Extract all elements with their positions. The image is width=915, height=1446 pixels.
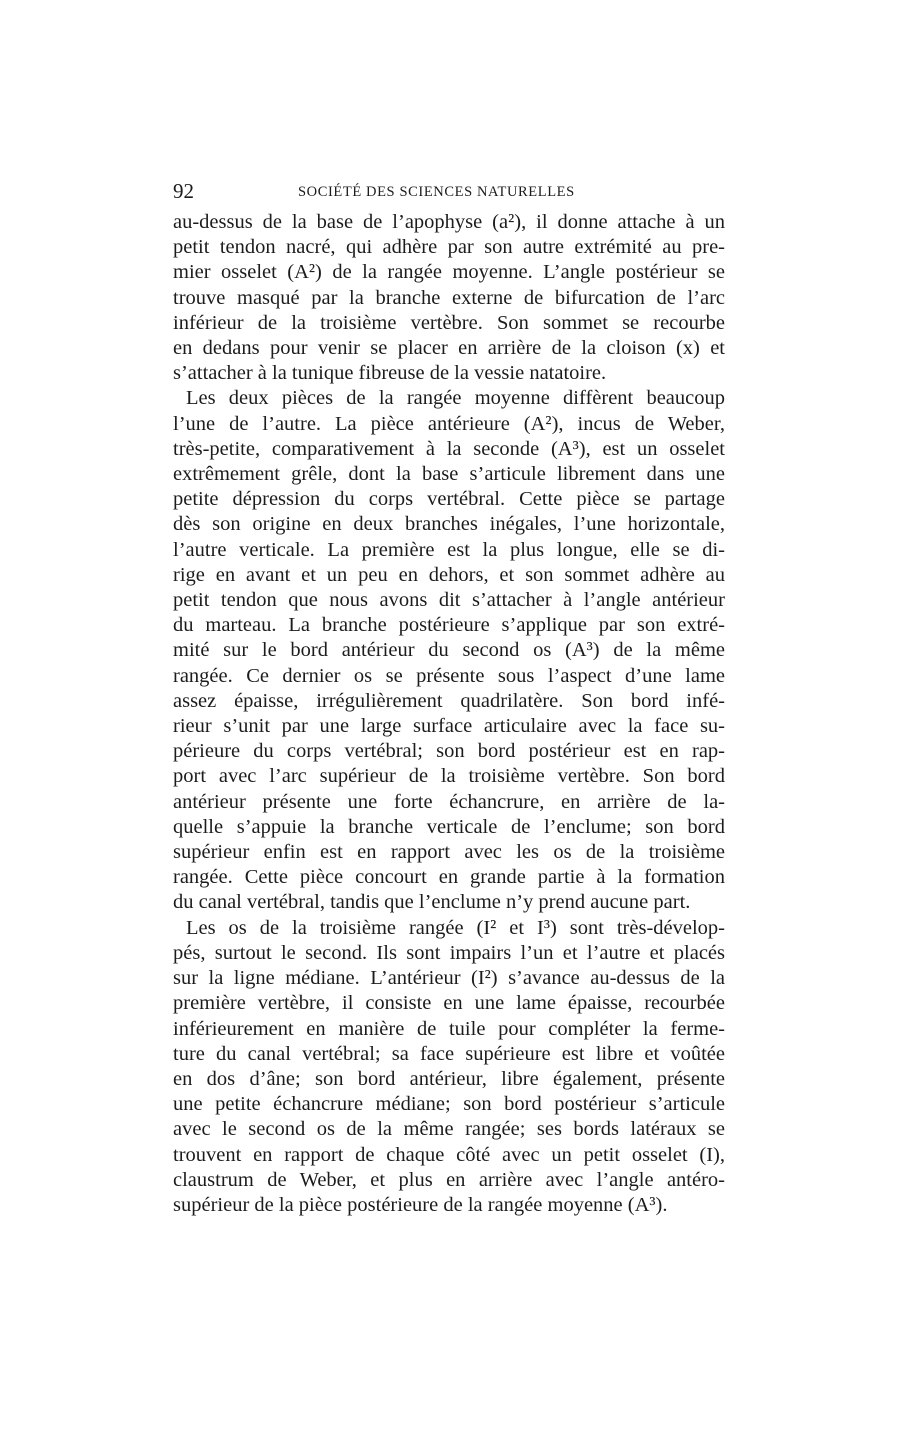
text-line: ture du canal vertébral; sa face supérieure est libre et voûtée xyxy=(173,1042,725,1065)
text-line: Les deux pièces de la rangée moyenne diffèrent beaucoup xyxy=(186,387,725,410)
page-number: 92 xyxy=(173,179,194,203)
text-line: rieur s’unit par une large surface articulaire avec la face su- xyxy=(173,715,725,738)
text-line: petite dépression du corps vertébral. Cette pièce se partage xyxy=(173,488,725,511)
text-line: rige en avant et un peu en dehors, et son sommet adhère au xyxy=(173,563,725,586)
paragraph-1 xyxy=(173,210,725,386)
text-line: port avec l’arc supérieur de la troisième vertèbre. Son bord xyxy=(173,765,725,788)
text-line: supérieur enfin est en rapport avec les os de la troisième xyxy=(173,841,725,864)
paragraph-3 xyxy=(173,916,725,1218)
text-line: claustrum de Weber, et plus en arrière avec l’angle antéro- xyxy=(173,1168,725,1191)
text-line: l’autre verticale. La première est la plus longue, elle se di- xyxy=(173,538,725,561)
text-line: assez épaisse, irrégulièrement quadrilatère. Son bord infé- xyxy=(173,689,725,712)
text-line: petit tendon que nous avons dit s’attacher à l’angle antérieur xyxy=(173,589,725,612)
page-header xyxy=(173,178,725,204)
text-line: inférieur de la troisième vertèbre. Son sommet se recourbe xyxy=(173,311,725,334)
text-line: trouvent en rapport de chaque côté avec un petit osselet (I), xyxy=(173,1143,725,1166)
text-line: antérieur présente une forte échancrure, en arrière de la- xyxy=(173,790,725,813)
text-line: rangée. Ce dernier os se présente sous l’aspect d’une lame xyxy=(173,664,725,687)
text-line: en dos d’âne; son bord antérieur, libre également, présente xyxy=(173,1067,725,1090)
text-line: mité sur le bord antérieur du second os (A³) de la même xyxy=(173,639,725,662)
body-text xyxy=(173,210,725,1218)
text-line: du marteau. La branche postérieure s’applique par son extré- xyxy=(173,614,725,637)
text-line: une petite échancrure médiane; son bord postérieur s’articule xyxy=(173,1093,725,1116)
paragraph-2 xyxy=(173,386,725,915)
text-line: sur la ligne médiane. L’antérieur (I²) s’avance au-dessus de la xyxy=(173,967,725,990)
text-line: inférieurement en manière de tuile pour compléter la ferme- xyxy=(173,1017,725,1040)
text-line: mier osselet (A²) de la rangée moyenne. L’angle postérieur se xyxy=(173,261,725,284)
text-line: première vertèbre, il consiste en une lame épaisse, recourbée xyxy=(173,992,725,1015)
text-line: extrêmement grêle, dont la base s’articule librement dans une xyxy=(173,463,725,486)
text-line: au-dessus de la base de l’apophyse (a²), il donne attache à un xyxy=(173,211,725,233)
text-line: pés, surtout le second. Ils sont impairs l’un et l’autre et placés xyxy=(173,941,725,964)
text-line: quelle s’appuie la branche verticale de l’enclume; son bord xyxy=(173,815,725,838)
text-line: périeure du corps vertébral; son bord postérieur est en rap- xyxy=(173,740,725,763)
text-line: petit tendon nacré, qui adhère par son autre extrémité au pre- xyxy=(173,236,725,259)
text-line: en dedans pour venir se placer en arrière de la cloison (x) et xyxy=(173,337,725,360)
text-line: s’attacher à la tunique fibreuse de la vessie natatoire. xyxy=(173,362,607,385)
text-line: avec le second os de la même rangée; ses bords latéraux se xyxy=(173,1118,725,1141)
text-line: trouve masqué par la branche externe de bifurcation de l’arc xyxy=(173,286,725,309)
text-line: très-petite, comparativement à la seconde (A³), est un osselet xyxy=(173,437,725,460)
text-line: l’une de l’autre. La pièce antérieure (A²), incus de Weber, xyxy=(173,412,725,435)
text-line: rangée. Cette pièce concourt en grande partie à la formation xyxy=(173,866,725,889)
text-line: Les os de la troisième rangée (I² et I³) sont très-dévelop- xyxy=(186,916,725,939)
running-title: SOCIÉTÉ DES SCIENCES NATURELLES xyxy=(298,184,575,200)
text-line: du canal vertébral, tandis que l’enclume n’y prend aucune part. xyxy=(173,891,691,914)
text-line: supérieur de la pièce postérieure de la rangée moyenne (A³). xyxy=(173,1193,668,1216)
text-line: dès son origine en deux branches inégales, l’une horizontale, xyxy=(173,513,725,536)
